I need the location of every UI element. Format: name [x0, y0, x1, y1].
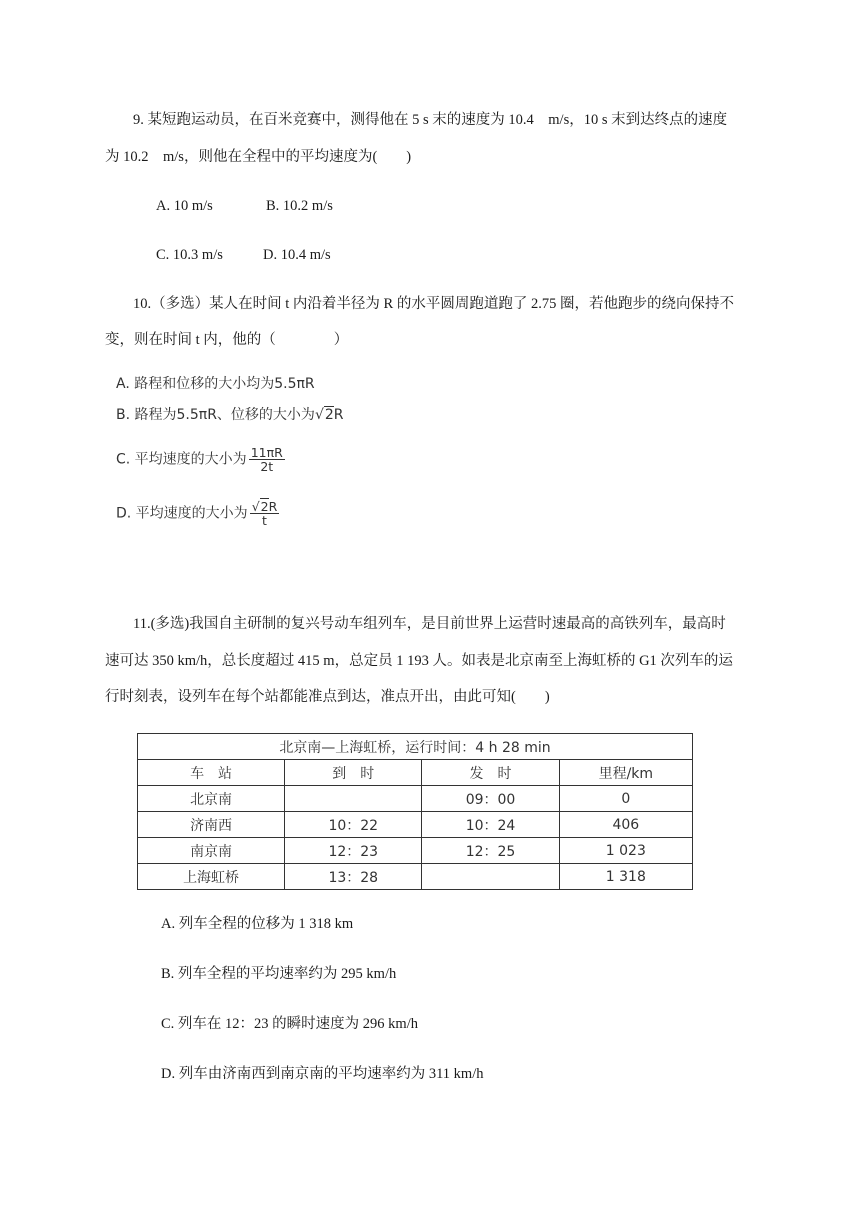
q10-option-b-text: B. 路程为5.5πR、位移的大小为: [116, 407, 315, 423]
q10-option-c: [116, 446, 285, 473]
train-timetable: [137, 733, 693, 890]
q10-option-c-text: C. 平均速度的大小为: [116, 451, 247, 468]
cell-station: 北京南: [138, 786, 285, 812]
cell-departure: [422, 864, 559, 890]
q11-option-a: A. 列车全程的位移为 1 318 km: [161, 916, 354, 932]
q10-option-a: A. 路程和位移的大小均为5.5πR: [116, 376, 315, 392]
table-title-row: [138, 734, 693, 760]
fraction-numerator: [250, 500, 280, 514]
table-header-row: [138, 760, 693, 786]
cell-mileage: 406: [559, 812, 692, 838]
q9-stem-line2: 为 10.2 m/s，则他在全程中的平均速度为( ): [105, 149, 412, 165]
q11-option-d: D. 列车由济南西到南京南的平均速率约为 311 km/h: [161, 1066, 484, 1082]
radicand: 2: [260, 499, 269, 514]
cell-departure: 10：24: [422, 812, 559, 838]
cell-mileage: 1 023: [559, 838, 692, 864]
q9-option-d: D. 10.4 m/s: [263, 247, 331, 263]
cell-station: 南京南: [138, 838, 285, 864]
q10-stem-line2: 变，则在时间 t 内，他的（ ）: [105, 332, 349, 348]
q10-option-c-fraction: [249, 446, 285, 473]
cell-mileage: 0: [559, 786, 692, 812]
cell-arrival: 12：23: [285, 838, 422, 864]
table-row: [138, 786, 693, 812]
sqrt-symbol: √2: [314, 407, 334, 423]
cell-departure: 12：25: [422, 838, 559, 864]
q9-stem-line1: 9. 某短跑运动员，在百米竞赛中，测得他在 5 s 末的速度为 10.4 m/s，10 s 末到达终点的速度: [133, 112, 728, 128]
q10-option-d-text: D. 平均速度的大小为: [116, 505, 248, 522]
q10-option-d-fraction: [250, 500, 280, 527]
q10-option-b-radicand: 2: [324, 407, 334, 423]
numerator-suffix: R: [268, 499, 278, 514]
q11-option-b: B. 列车全程的平均速率约为 295 km/h: [161, 966, 397, 982]
header-arrival: 到 时: [285, 760, 422, 786]
cell-station: 上海虹桥: [138, 864, 285, 890]
q9-option-a: A. 10 m/s: [156, 198, 213, 214]
q11-stem-line2: 速可达 350 km/h，总长度超过 415 m，总定员 1 193 人。如表是北京南至上海虹桥的 G1 次列车的运: [105, 653, 733, 669]
q11-stem-line3: 行时刻表，设列车在每个站都能准点到达，准点开出，由此可知( ): [105, 689, 550, 705]
q9-option-c: C. 10.3 m/s: [156, 247, 223, 263]
q9-option-b: B. 10.2 m/s: [266, 198, 333, 214]
cell-mileage: 1 318: [559, 864, 692, 890]
fraction-denominator: t: [262, 513, 267, 528]
q11-option-c: C. 列车在 12：23 的瞬时速度为 296 km/h: [161, 1016, 418, 1032]
q10-option-d: [116, 500, 279, 527]
header-station: 车 站: [138, 760, 285, 786]
table-row: [138, 864, 693, 890]
q10-stem-line1: 10.（多选）某人在时间 t 内沿着半径为 R 的水平圆周跑道跑了 2.75 圈，若他跑步的绕向保持不: [133, 296, 734, 312]
cell-departure: 09：00: [422, 786, 559, 812]
cell-arrival: 10：22: [285, 812, 422, 838]
table-row: [138, 838, 693, 864]
table-title: 北京南—上海虹桥，运行时间：4 h 28 min: [138, 734, 693, 760]
cell-station: 济南西: [138, 812, 285, 838]
cell-arrival: [285, 786, 422, 812]
cell-arrival: 13：28: [285, 864, 422, 890]
q10-option-b: [116, 405, 344, 425]
header-departure: 发 时: [422, 760, 559, 786]
table-row: [138, 812, 693, 838]
q11-stem-line1: 11.(多选)我国自主研制的复兴号动车组列车，是目前世界上运营时速最高的高铁列车，最高时: [133, 616, 726, 632]
header-mileage: 里程/km: [559, 760, 692, 786]
fraction-denominator: 2t: [260, 459, 274, 474]
fraction-numerator: 11πR: [250, 445, 283, 460]
q10-option-b-suffix: R: [333, 407, 344, 423]
sqrt-symbol: √2: [251, 499, 269, 514]
